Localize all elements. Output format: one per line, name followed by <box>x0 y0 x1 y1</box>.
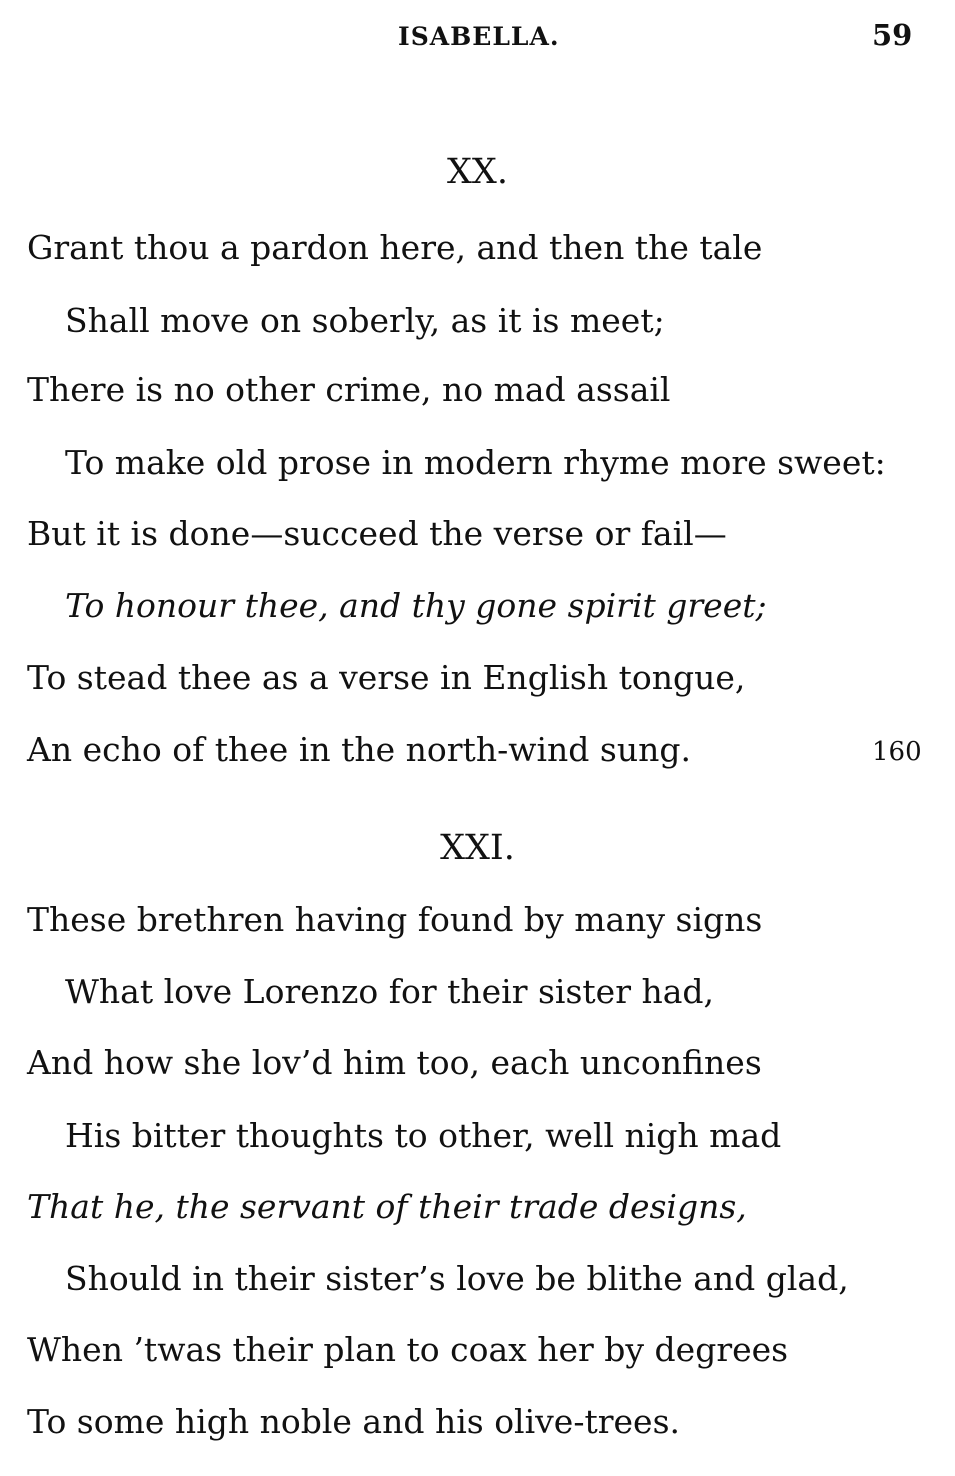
stanza-number: XXI. <box>440 828 515 868</box>
verse-line: Should in their sister’s love be blithe and glad, <box>65 1259 849 1298</box>
verse-line: To some high noble and his olive-trees. <box>27 1402 681 1441</box>
verse-line: To honour thee, and thy gone spirit greet; <box>65 586 767 625</box>
line-number: 160 <box>872 737 922 767</box>
verse-line: To stead thee as a verse in English tongue, <box>27 658 746 697</box>
verse-line: When ’twas their plan to coax her by degrees <box>27 1330 789 1369</box>
verse-line: His bitter thoughts to other, well nigh mad <box>65 1116 782 1155</box>
verse-line: That he, the servant of their trade designs, <box>27 1187 747 1226</box>
verse-line: An echo of thee in the north-wind sung. <box>27 730 691 769</box>
verse-line: Shall move on soberly, as it is meet; <box>65 301 665 340</box>
verse-line: To make old prose in modern rhyme more sweet: <box>65 443 886 482</box>
verse-line: And how she lov’d him too, each unconfines <box>27 1043 762 1082</box>
page-number: 59 <box>872 18 913 52</box>
verse-line: But it is done—succeed the verse or fail— <box>27 514 727 553</box>
verse-line: There is no other crime, no mad assail <box>27 370 671 409</box>
running-head: ISABELLA. <box>398 22 560 51</box>
verse-line: Grant thou a pardon here, and then the tale <box>27 228 763 267</box>
verse-line: What love Lorenzo for their sister had, <box>65 972 714 1011</box>
stanza-number: XX. <box>447 152 508 192</box>
verse-line: These brethren having found by many signs <box>27 900 763 939</box>
